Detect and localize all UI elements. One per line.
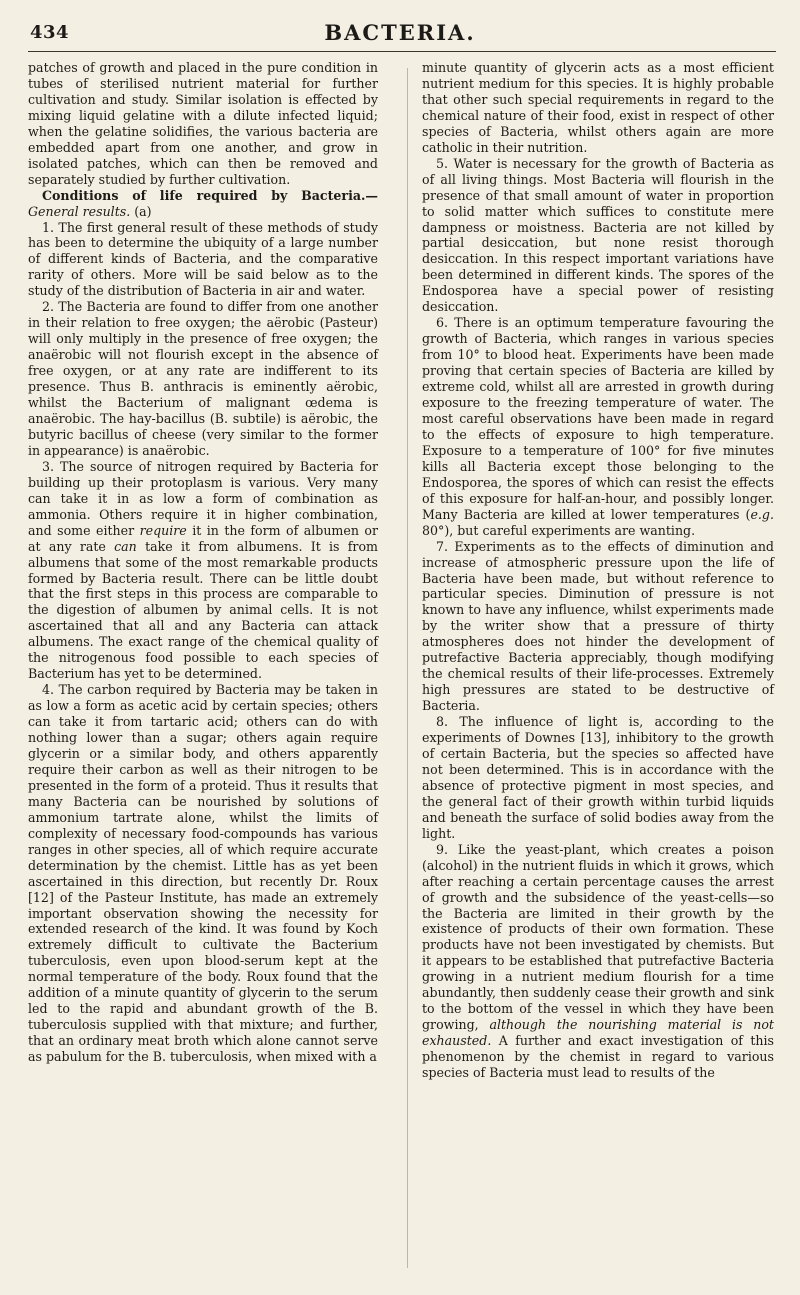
section-heading-paragraph xyxy=(28,188,378,220)
paragraph-3 xyxy=(28,459,378,682)
paragraph-3-part-b: it in the form of albumen or at any rate xyxy=(28,522,378,554)
header-rule xyxy=(28,51,776,52)
paragraph-6 xyxy=(422,315,774,538)
paragraph-7: 7. Experiments as to the effects of diminution and increase of atmospheric pressure upon the life of Bacteria have been made, but without reference to particular species. Diminution of pressure is not known to have any influence, whilst experiments made by the writer show that a pressure of thirty atmospheres does not hinder the development of putrefactive Bacteria appreciably, though modifying the chemical results of their life-processes. Extremely high pressures are stated to be destructive of Bacteria. xyxy=(422,538,774,714)
paragraph-1: 1. The first general result of these methods of study has been to determine the ubiquity of a large number of different kinds of Bacteria, and the comparative rarity of others. More will be said below as to the study of the distribution of Bacteria in air and water. xyxy=(28,219,378,299)
paragraph-6-part-a: 6. There is an optimum temperature favouring the growth of Bacteria, which ranges in various species from 10° to blood heat. Experiments have been made proving that certain species of Bacteria are killed by extreme cold, whilst all are arrested in growth during exposure to the freezing temperature of water. The most careful observations have been made in regard to the effects of exposure to high temperature. Exposure to a temperature of 100° for five minutes kills all Bacteria except those belonging to the Endosporea, the spores of which can resist the effects of this exposure for half-an-hour, and possibly longer. Many Bacteria are killed at lower temperatures ( xyxy=(422,315,774,522)
running-title: BACTERIA. xyxy=(324,20,476,45)
paragraph-9-part-b: A further and exact investigation of this phenomenon by the chemist in regard to various species of Bacteria must lead to results of the xyxy=(422,1033,774,1081)
section-subheading: General results. xyxy=(28,203,131,219)
paragraph-9-part-a: 9. Like the yeast-plant, which creates a poison (alcohol) in the nutrient fluids in which it grows, which after reaching a certain percentage causes the arrest of growth and the subsidence of the yeast-cells—so the Bacteria are limited in their growth by the existence of products of their own formation. These products have not been investigated by chemists. But it appears to be established that putrefactive Bacteria growing in a nutrient medium flourish for a time abundantly, then suddenly cease their growth and sink to the bottom of the vessel in which they have been growing, xyxy=(422,841,774,1033)
section-heading: Conditions of life required by Bacteria.— xyxy=(42,187,378,203)
section-marker: (a) xyxy=(134,203,152,219)
right-column xyxy=(422,60,774,1081)
paragraph-continued: patches of growth and placed in the pure condition in tubes of sterilised nutrient material for further cultivation and study. Similar isolation is effected by mixing liquid gelatine with a dilute infected liquid; when the gelatine solidifies, the various bacteria are embedded apart from one another, and grow in isolated patches, which can then be removed and separately studied by further cultivation. xyxy=(28,60,378,187)
paragraph-3-emphasis-require: require xyxy=(139,522,187,538)
paragraph-8: 8. The influence of light is, according to the experiments of Downes [13], inhibitory to the growth of certain Bacteria, but the species so affected have not been determined. This is in accordance with the absence of protective pigment in most species, and the general fact of their growth within turbid liquids and beneath the surface of solid bodies away from the light. xyxy=(422,714,774,841)
paragraph-4: 4. The carbon required by Bacteria may be taken in as low a form as acetic acid by certain species; others can take it from tartaric acid; others can do with nothing lower than a sugar; others again require glycerin or a similar body, and others apparently require their carbon as well as their nitrogen to be presented in the form of a proteid. Thus it results that many Bacteria can be nourished by solutions of ammonium tartrate alone, whilst the limits of complexity of necessary food-compounds has various ranges in other species, all of which require accurate determination by the chemist. Little has as yet been ascertained in this direction, but recently Dr. Roux [12] of the Pasteur Institute, has made an extremely important observation showing the necessity for extended research of the kind. It was found by Koch extremely difficult to cultivate the Bacterium tuberculosis, even upon blood-serum kept at the normal temperature of the body. Roux found that the addition of a minute quantity of glycerin to the serum led to the rapid and abundant growth of the B. tuberculosis supplied with that mixture; and further, that an ordinary meat broth which alone cannot serve as pabulum for the B. tuberculosis, when mixed with a xyxy=(28,682,378,1065)
paragraph-6-emphasis: e.g. xyxy=(750,506,774,522)
paragraph-9 xyxy=(422,842,774,1081)
paragraph-3-part-c: take it from albumens. It is from albumens that some of the most remarkable products formed by Bacteria result. There can be little doubt that the first steps in this process are comparable to the digestion of albumen by animal cells. It is not ascertained that all and any Bacteria can attack albumens. The exact range of the chemical quality of the nitrogenous food possible to each species of Bacterium has yet to be determined. xyxy=(28,538,378,682)
paragraph-3-emphasis-can: can xyxy=(114,538,137,554)
paragraph-5: 5. Water is necessary for the growth of Bacteria as of all living things. Most Bacteria will flourish in the presence of that small amount of water in proportion to solid matter which suffices to constitute mere dampness or moistness. Bacteria are not killed by partial desiccation, but none resist thorough desiccation. In this respect important variations have been determined in different kinds. The spores of the Endosporea have a special power of resisting desiccation. xyxy=(422,155,774,315)
paragraph-2: 2. The Bacteria are found to differ from one another in their relation to free oxygen; the aërobic (Pasteur) will only multiply in the presence of free oxygen; the anaërobic will not flourish except in the absence of free oxygen, or at any rate are indifferent to its presence. Thus B. anthracis is eminently aërobic, whilst the Bacterium of malignant œdema is anaërobic. The hay-bacillus (B. subtile) is aërobic, the butyric bacillus of cheese (very similar to the former in appearance) is anaërobic. xyxy=(28,299,378,458)
paragraph-4-continued: minute quantity of glycerin acts as a most efficient nutrient medium for this species. It is highly probable that other such special requirements in regard to the chemical nature of their food, exist in respect of other species of Bacteria, whilst others again are more catholic in their nutrition. xyxy=(422,60,774,155)
paragraph-3-part-a: 3. The source of nitrogen required by Bacteria for building up their protoplasm is various. Very many can take it in as low a form of combination as ammonia. Others require it in higher combination, and some either xyxy=(28,458,378,538)
left-column xyxy=(28,60,378,1065)
paragraph-6-part-b: 80°), but careful experiments are wanting. xyxy=(422,522,696,538)
page-number: 434 xyxy=(30,22,70,43)
paragraph-9-emphasis: although the nourishing material is not exhausted. xyxy=(422,1017,774,1049)
column-divider xyxy=(407,68,408,1268)
